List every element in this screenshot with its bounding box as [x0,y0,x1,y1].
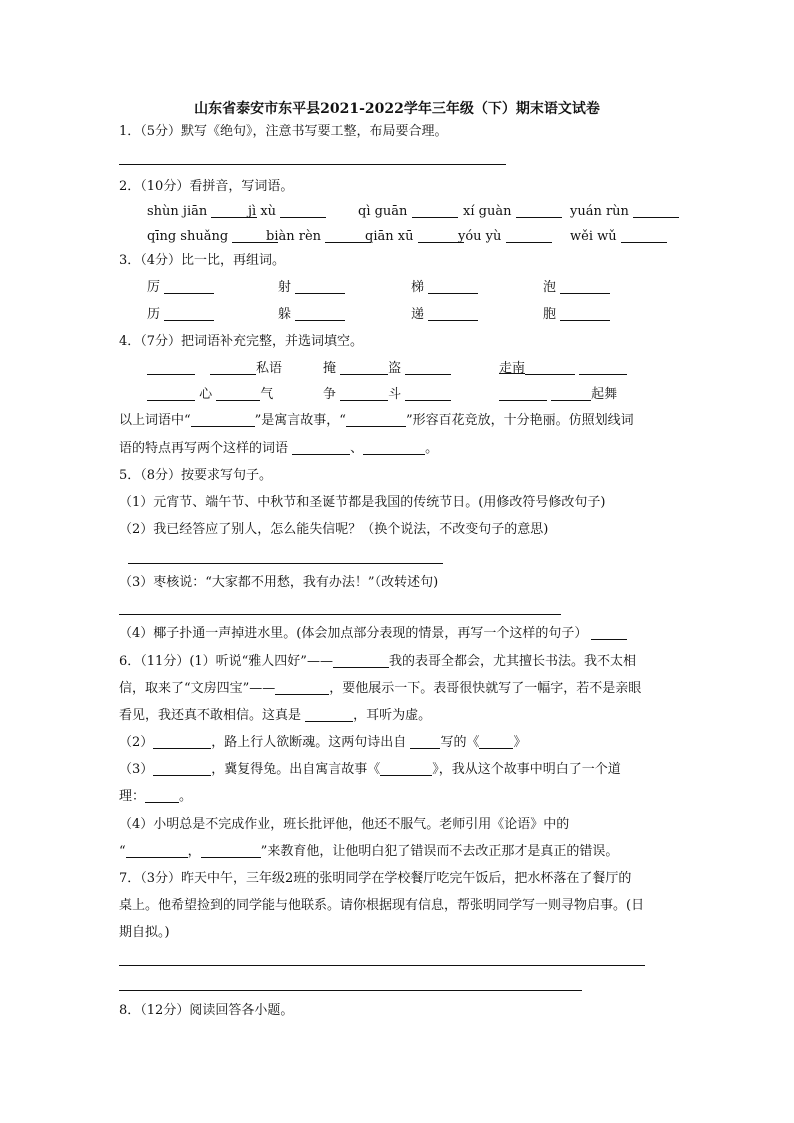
pinyin-item: wěi wǔ [570,228,667,246]
char-item: 递 [411,306,478,324]
q6-line-6: 理： 。 [119,789,193,804]
char-item: 梯 [411,279,478,297]
q5-sentence-3: （3）枣核说：“大家都不用愁，我有办法！”（改转述句) [119,575,439,590]
answer-line [119,164,506,165]
pinyin-item: qì guān [358,203,458,221]
pinyin-item: jì xù [248,203,326,221]
char-item: 射 [278,279,345,297]
pinyin-item: biàn rèn [266,228,371,246]
question-8: 8．（12分）阅读回答各小题。 [119,1003,294,1018]
q5-sentence-4: （4）椰子扑通一声掉进水里。(体会加点部分表现的情景，再写一个这样的句子） [119,625,627,643]
answer-line [128,563,443,564]
q6-line-2: 信，取来了“文房四宝”—— ，要他展示一下。表哥很快就写了一幅字，若不是亲眼 [119,681,642,696]
idiom-item-underlined: 走南 [499,360,627,378]
q6-line-5: （3） ，冀复得兔。出自寓言故事《 》，我从这个故事中明白了一个道 [119,762,621,777]
question-2: 2．（10分）看拼音，写词语。 [119,179,294,194]
idiom-item: 私语 [210,360,282,378]
q6-line-3: 看见，我还真不敢相信。这真是 ，耳听为虚。 [119,708,432,723]
answer-line [119,990,582,991]
pinyin-item: qiān xū [365,228,464,246]
pinyin-item: xí guàn [463,203,562,221]
char-item: 躲 [278,306,345,324]
idiom-blank [147,360,195,378]
idiom-item: 心 气 [147,386,273,404]
q7-line-3: 期自拟。) [119,925,170,940]
pinyin-item: yóu yù [458,228,552,246]
pinyin-item: qīng shuǎng [147,228,278,246]
char-item: 历 [147,306,214,324]
question-5: 5．（8分）按要求写句子。 [119,468,273,483]
q6-line-4: （2） ，路上行人欲断魂。这两句诗出自 写的《 》 [119,735,527,750]
question-3: 3．（4分）比一比，再组词。 [119,253,286,268]
q6-line-1: 6．（11分）(1）听说“雅人四好”—— 我的表哥全都会，尤其擅长书法。我不太相 [119,654,636,669]
pinyin-item: yuán rùn [570,203,679,221]
pinyin-item: shùn jiān [147,203,257,221]
q7-line-1: 7．（3分）昨天中午，三年级2班的张明同学在学校餐厅吃完午饭后，把水杯落在了餐厅的 [119,871,632,886]
question-1: 1．（5分）默写《绝句》，注意书写要工整，布局要合理。 [119,124,448,139]
q7-line-2: 桌上。他希望捡到的同学能与他联系。请你根据现有信息，帮张明同学写一则寻物启事。(日 [119,898,645,913]
answer-line [119,965,645,966]
idiom-item: 起舞 [499,386,617,404]
q6-line-8: “ ， ”来教育他，让他明白犯了错误而不去改正那才是真正的错误。 [119,844,619,859]
q4-paragraph-line-1: 以上词语中“ ”是寓言故事，“ ”形容百花竞放，十分艳丽。仿照划线词 [119,413,634,428]
char-item: 厉 [147,279,214,297]
char-item: 泡 [543,279,610,297]
idiom-item: 争 斗 [323,386,451,404]
q5-sentence-2: （2）我已经答应了别人，怎么能失信呢？（换个说法，不改变句子的意思) [119,522,549,537]
answer-line [119,614,561,615]
q6-line-7: （4）小明总是不完成作业，班长批评他，他还不服气。老师引用《论语》中的 [119,817,570,832]
q5-sentence-1: （1）元宵节、端午节、中秋节和圣诞节都是我国的传统节日。(用修改符号修改句子) [119,495,606,510]
char-item: 胞 [543,306,610,324]
page-title: 山东省泰安市东平县2021-2022学年三年级（下）期末语文试卷 [194,101,600,117]
idiom-item: 掩 盗 [323,360,451,378]
q4-paragraph-line-2: 语的特点再写两个这样的词语 、 。 [119,441,439,456]
question-4: 4．（7分）把词语补充完整，并选词填空。 [119,334,364,349]
